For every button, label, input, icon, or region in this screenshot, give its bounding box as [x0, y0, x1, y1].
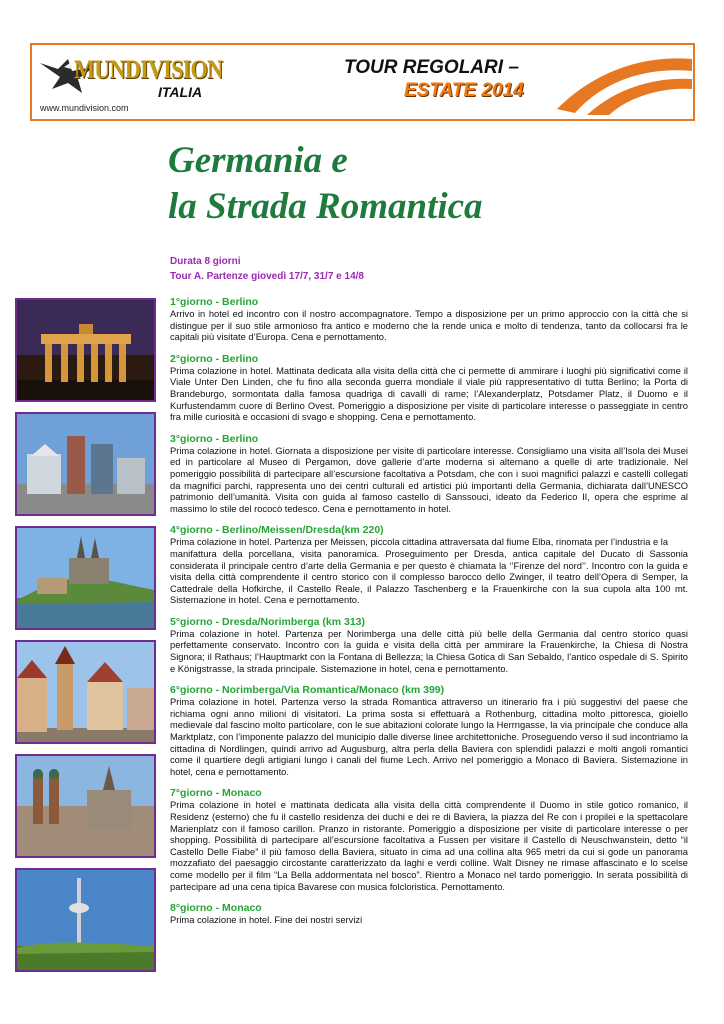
nuremberg-street-photo [15, 640, 156, 744]
day-text: Prima colazione in hotel. Mattinata dedicata alla visita della città che ci permette di ammirare i luoghi più significativi come il Viale Unter Den Linden, che fu fino alla seconda guerra mondiale il viale più rappresentativo di tutta Berlino; la Porta di Brandeburgo, sormontata dalla famosa quadriga di cavalli di rame; l’Alexanderplatz, Potsdamer Platz, il Duomo e il Kurfustendamm cuore di Berlino Ovest. Pomeriggio a disposizione per visite di particolare interesse o passeggiate in centro fra mille curiosità e occasioni di svago e shopping. Cena e pernottamento. [170, 365, 688, 423]
day-text: Prima colazione in hotel. Partenza per Norimberga una delle città più belle della Germania dal centro storico quasi perfettamente conservato. Incontro con la guida e visita della città per ammirare la Frauenkirche, la Chiesa di Nostra Signora; il Rathaus; l’Hauptmarkt con la Fontana di Bellezza; la Chiesa Gotica di San Sebaldo, l’antico ospedale di S. Spirito e Königstrasse, la strada principale. Sistemazione in hotel, cena e pernottamento. [170, 628, 688, 674]
berlin-skyline-photo [15, 412, 156, 516]
day-8 [170, 902, 688, 927]
tour-title: TOUR REGOLARI – [344, 57, 519, 78]
day-heading: 5°giorno - Dresda/Norimberga (km 313) [170, 615, 365, 628]
photo-column [15, 298, 156, 982]
day-heading: 4°giorno - Berlino/Meissen/Dresda(km 220) [170, 524, 384, 537]
website-link[interactable]: www.mundivision.com [40, 103, 129, 113]
day-text: Arrivo in hotel ed incontro con il nostro accompagnatore. Tempo a disposizione per un primo approccio con la città che si distingue per il suo stile armonioso fra antico e moderno che la rende unica e molto di tendenza, tanto da collocarsi fra le capitali più visitate d’Europa. Cena e pernottamento. [170, 309, 688, 343]
logo-sub: ITALIA [158, 84, 203, 100]
brandenburg-gate-photo [15, 298, 156, 402]
main-title [168, 138, 483, 230]
day-heading: 1°giorno - Berlino [170, 296, 259, 308]
day-text: Prima colazione in hotel. Fine dei nostri servizi [170, 915, 363, 926]
day-1 [170, 296, 688, 344]
olympic-tower-photo [15, 868, 156, 972]
meissen-castle-photo [15, 526, 156, 630]
itinerary [170, 296, 688, 936]
tour-season: ESTATE 2014 [404, 80, 524, 101]
day-6 [170, 684, 688, 778]
day-heading: 2°giorno - Berlino [170, 352, 259, 365]
day-text: Prima colazione in hotel e mattinata dedicata alla visita della città comprendente il Duomo in stile gotico romanico, il Residenz (esterno) che fu il castello residenza dei duchi e dei re di Baviera, la piazza del Re con i propilei e la spettacolare Marienplatz con il famoso carillon. Pranzo in ristorante. Pomeriggio a disposizione per visite di particolare interesse o per shopping. Possibilità di partecipare all’escursione facoltativa a Fussen per visitare il Castello di Neuschwanstein, detto “il Castello Delle Fiabe” il più famoso della Baviera, situato in cima ad una collina alta 965 metri da cui si gode un panorama mozzafiato del paesaggio circostante caratterizzato da laghi e verdi colline. Walt Disney ne rimase affascinato e lo scelse come modello per il film “La Bella addormentata nel bosco”. Rientro a Monaco nel tardo pomeriggio. In serata possibilità di partecipare ad una cena tipica Bavarese con musica folcloristica. Pernottamento. [170, 800, 688, 892]
day-heading: 7°giorno - Monaco [170, 787, 262, 800]
day-text: Prima colazione in hotel. Partenza verso la strada Romantica attraverso un itinerario fra i più suggestivi del paese che richiama ogni anno milioni di visitatori. La prima sosta si effettuarà a Rothenburg, cittadina molto pittoresca, gioiello medievale dal fascino molto particolare, con le sue abitazioni colorate lungo la Herrngasse, la via principale che conduce alla Marktplatz, con l’imponente palazzo del municipio dalle diverse linee architettoniche. Proseguendo verso il sud incontriamo la cittadina di Nordlingen, quindi arrivo ad Augusburg, altra perla della Baviera con splendidi palazzi e molti angoli romantici come il quartiere degli artigiani lungo i canali del fiume Lech. Arrivo nel pomeriggio a Monaco di Baviera. Sistemazione in hotel, cena e pernottamento. [170, 697, 688, 777]
mundivision-logo[interactable] [38, 49, 228, 99]
duration-text: Durata 8 giorni [170, 256, 241, 267]
day-heading: 3°giorno - Berlino [170, 432, 259, 445]
day-5 [170, 616, 688, 675]
day-heading: 6°giorno - Norimberga/Via Romantica/Monaco (km 399) [170, 684, 445, 697]
title-line2: la Strada Romantica [168, 186, 483, 227]
day-7 [170, 787, 688, 893]
title-line1: Germania e [168, 140, 348, 181]
day-text: Prima colazione in hotel. Partenza per Meissen, piccola cittadina attraversata dal fiume Elba, rinomata per l’industria e la manifattura della porcellana, visita panoramica. Proseguimento per Dresda, antica capitale del Ducato di Sassonia considerata il principale centro d’arte della Germania e per questo è chiamata la ‘’Firenze del nord’’. Incontro con la guida e visita della città comprendente il centro storico con il complesso barocco dello Zwinger, il teatro dell’Opera di Semper, la Cattedrale della Hofkirche, il Castello Reale, il Palazzo Taschenberg e la Frauenkirche con la sua cupola alta 100 mt. Sistemazione in hotel. Cena e pernottamento. [170, 537, 688, 606]
munich-aerial-photo [15, 754, 156, 858]
day-text: Prima colazione in hotel. Giornata a disposizione per visite di particolare interesse. Consigliamo una visita all’Isola dei Musei ed in particolare al Museo di Pergamon, dove gallerie d’arte moderna si alternano a quelle di arte tradizionale. Nel pomeriggio possibilità di partecipare all’escursione facoltativa a Potsdam, che con i suoi magnifici palazzi e castelli collegati da magnifici parchi, rappresenta uno dei centri culturali ed artistici più importanti della Germania, dichiarata dall’UNESCO patrimonio dell’umanità. Visita con guida al famoso castello di Sanssouci, ideato da Federico II, opera che esprime al massimo lo stile del rococò tedesco. Cena e pernottamento in hotel. [170, 445, 688, 514]
header-box [30, 43, 695, 121]
swoosh-icon [557, 49, 692, 117]
logo-brand: MUNDIVISION [74, 55, 223, 84]
departures-text: Tour A. Partenze giovedì 17/7, 31/7 e 14/8 [170, 271, 364, 282]
day-3 [170, 433, 688, 516]
day-4 [170, 524, 688, 607]
day-heading: 8°giorno - Monaco [170, 902, 262, 915]
day-2 [170, 353, 688, 424]
